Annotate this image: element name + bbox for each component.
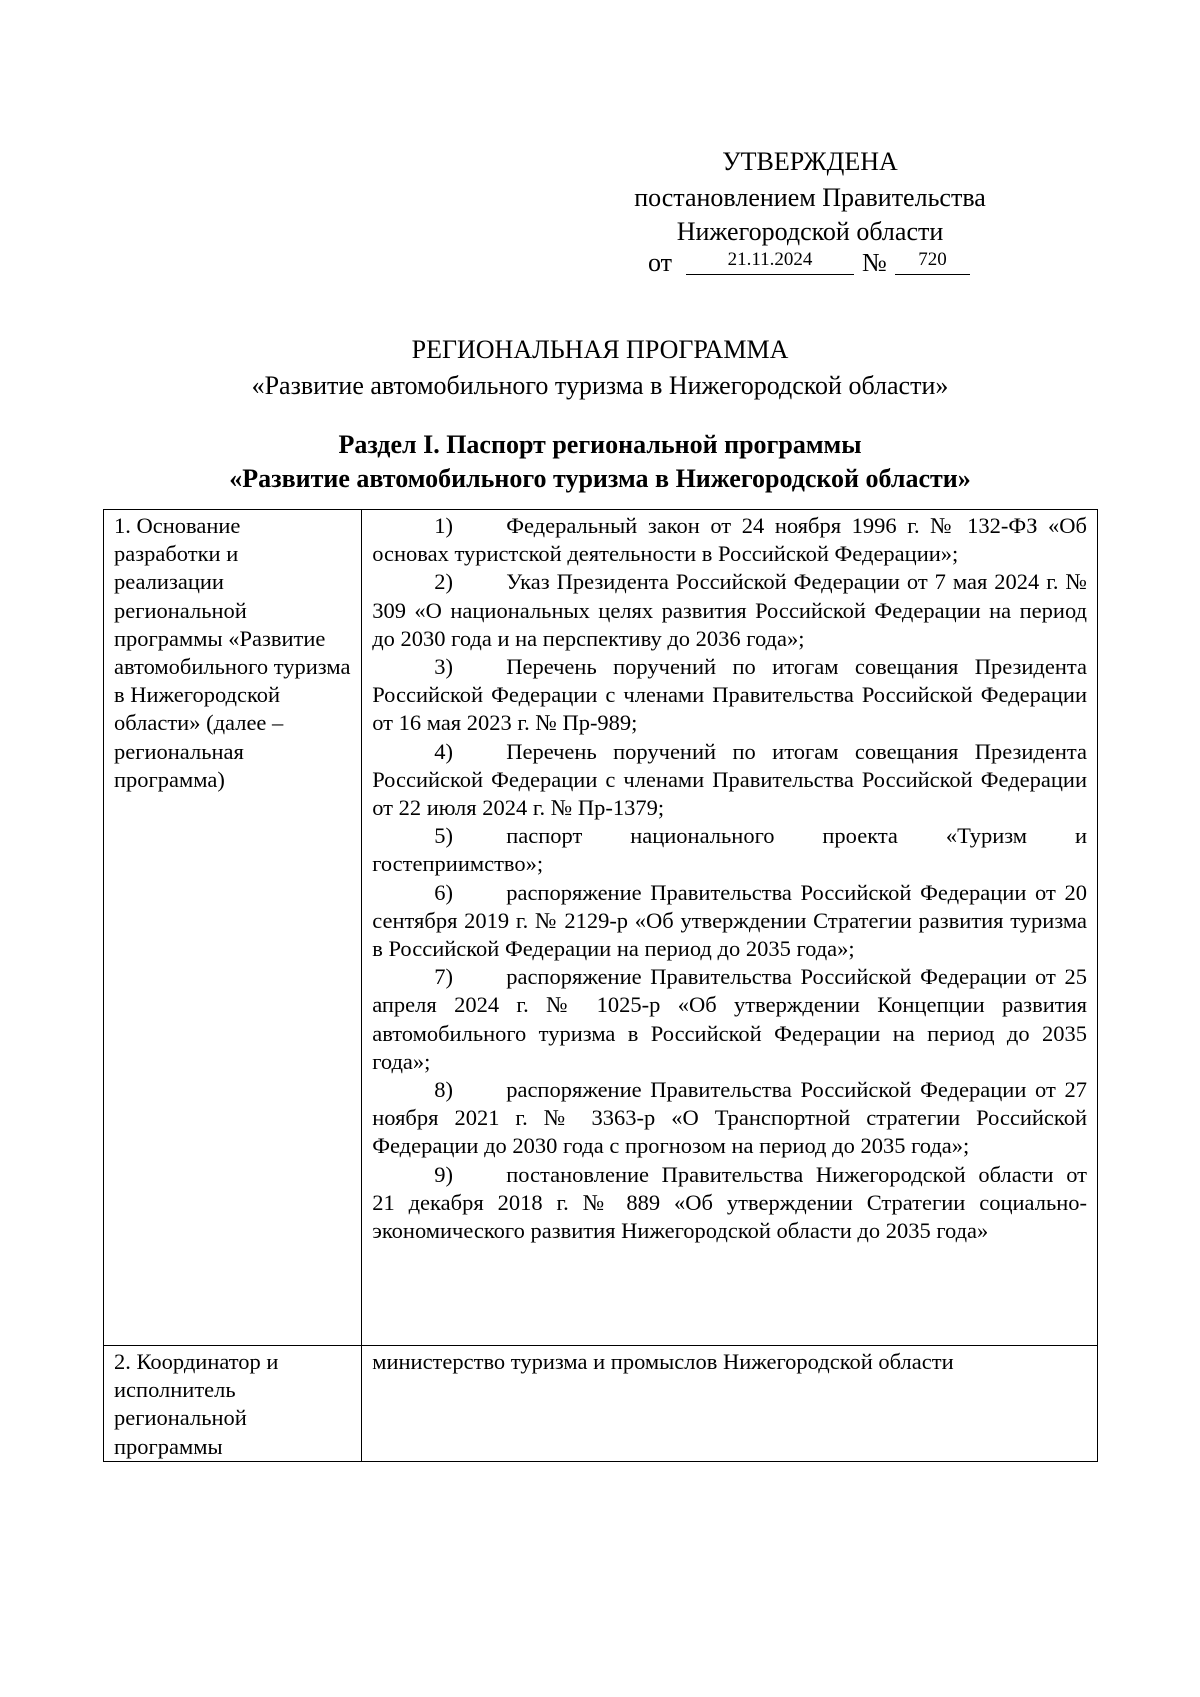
item-text: постановление Правительства Нижегородской области от 21 декабря 2018 г. № 889 «Об утверждении Стратегии социально-экономического развития Нижегородской области до 2035 года» bbox=[372, 1161, 1087, 1244]
list-item bbox=[372, 738, 1087, 823]
section-title-line-1: Раздел I. Паспорт региональной программы bbox=[338, 430, 862, 459]
program-title: РЕГИОНАЛЬНАЯ ПРОГРАММА bbox=[411, 335, 789, 364]
item-text: распоряжение Правительства Российской Федерации от 25 апреля 2024 г. № 1025-р «Об утверждении Концепции развития автомобильного туризма в Российской Федерации на период до 2035 года»; bbox=[372, 964, 1087, 1074]
list-item bbox=[372, 822, 1087, 878]
row-label-coordinator: 2. Координатор и исполнитель региональной программы bbox=[104, 1346, 362, 1462]
program-subtitle: «Развитие автомобильного туризма в Нижегородской области» bbox=[251, 371, 949, 400]
approval-line-3: Нижегородской области bbox=[676, 217, 944, 246]
approval-number: 720 bbox=[895, 246, 970, 275]
item-text: Федеральный закон от 24 ноября 1996 г. № 132-ФЗ «Об основах туристской деятельности в Российской Федерации»; bbox=[372, 513, 1087, 567]
table-row bbox=[104, 510, 1098, 1346]
row-label-basis: 1. Основание разработки и реализации региональной программы «Развитие автомобильного туризма в Нижегородской области» (далее – региональная программа) bbox=[104, 510, 362, 1346]
item-text: распоряжение Правительства Российской Федерации от 27 ноября 2021 г. № 3363-р «О Транспортной стратегии Российской Федерации до 2030 года с прогнозом на период до 2035 года»; bbox=[372, 1077, 1087, 1159]
item-number: 9) bbox=[434, 1161, 453, 1187]
table-row bbox=[104, 1346, 1098, 1462]
list-item bbox=[372, 568, 1087, 653]
item-number: 2) bbox=[434, 569, 453, 595]
program-title-block bbox=[0, 332, 1200, 404]
item-text: Перечень поручений по итогам совещания Президента Российской Федерации с членами Правительства Российской Федерации от 22 июля 2024 г. № Пр-1379; bbox=[372, 738, 1087, 821]
basis-list bbox=[362, 510, 1098, 1346]
item-text: паспорт национального проекта «Туризм и гостеприимство»; bbox=[372, 823, 1087, 877]
list-item bbox=[372, 879, 1087, 964]
item-number: 1) bbox=[434, 513, 453, 538]
item-number: 7) bbox=[434, 964, 453, 990]
item-number: 4) bbox=[434, 738, 453, 764]
item-number: 8) bbox=[434, 1077, 453, 1103]
item-number: 5) bbox=[434, 823, 453, 849]
number-sign: № bbox=[862, 248, 887, 277]
section-title bbox=[0, 428, 1200, 496]
item-number: 6) bbox=[434, 879, 453, 905]
list-item bbox=[372, 963, 1087, 1076]
item-text: Перечень поручений по итогам совещания Президента Российской Федерации с членами Правительства Российской Федерации от 16 мая 2023 г. № Пр-989; bbox=[372, 654, 1087, 736]
approval-date: 21.11.2024 bbox=[686, 246, 854, 275]
list-item bbox=[372, 653, 1087, 738]
list-item bbox=[372, 1161, 1087, 1246]
date-prefix: от bbox=[648, 248, 673, 277]
section-title-line-2: «Развитие автомобильного туризма в Нижегородской области» bbox=[229, 464, 971, 493]
approval-line-2: постановлением Правительства bbox=[634, 183, 986, 212]
approval-heading: УТВЕРЖДЕНА bbox=[722, 147, 898, 176]
item-text: распоряжение Правительства Российской Федерации от 20 сентября 2019 г. № 2129-р «Об утверждении Стратегии развития туризма в Российской Федерации на период до 2035 года»; bbox=[372, 879, 1087, 962]
passport-table bbox=[103, 509, 1098, 1462]
item-number: 3) bbox=[434, 654, 453, 680]
list-item bbox=[372, 1076, 1087, 1161]
item-text: Указ Президента Российской Федерации от 7 мая 2024 г. № 309 «О национальных целях развития Российской Федерации на период до 2030 года и на перспективу до 2036 года»; bbox=[372, 569, 1087, 651]
coordinator-value: министерство туризма и промыслов Нижегородской области bbox=[362, 1346, 1098, 1462]
list-item bbox=[372, 512, 1087, 568]
